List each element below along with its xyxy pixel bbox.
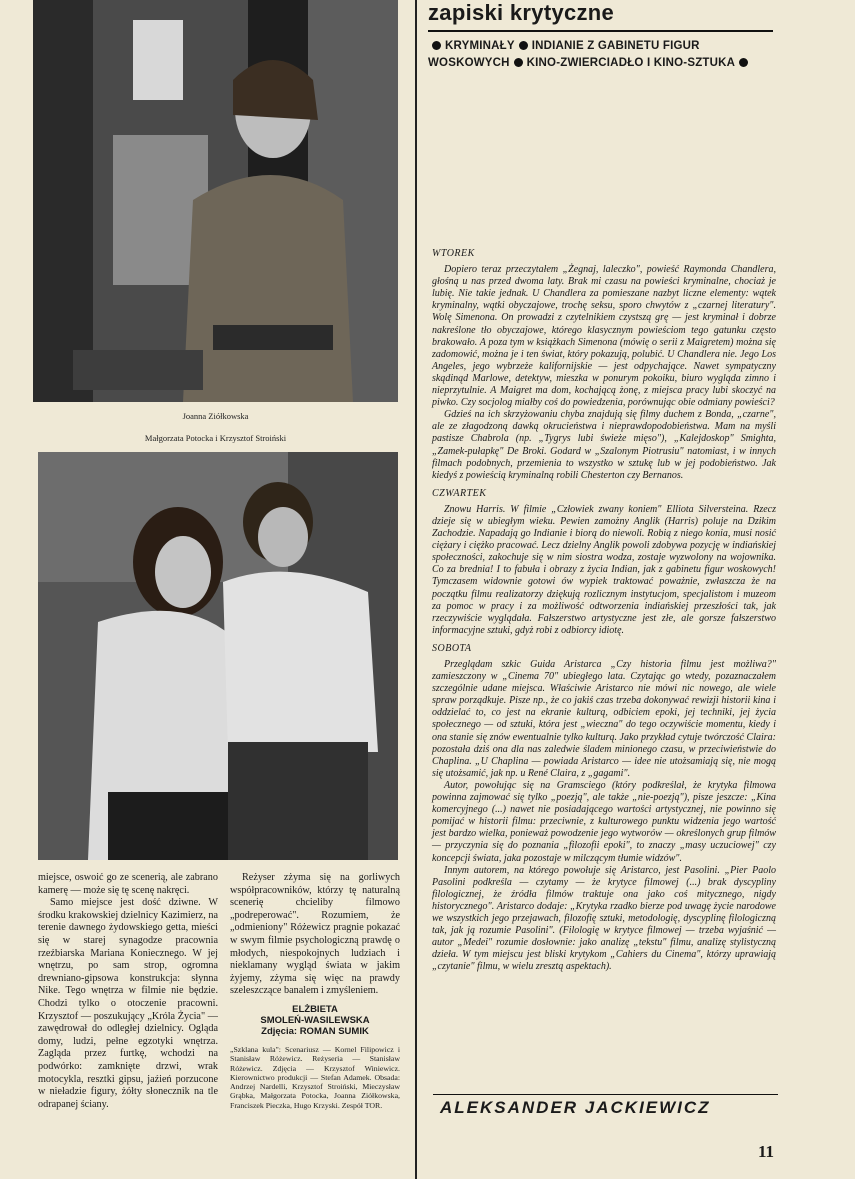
subtitle-topic: KINO-ZWIERCIADŁO I KINO-SZTUKA	[526, 57, 736, 69]
paragraph: Samo miejsce jest dość dziwne. W środku krakowskiej dzielnicy Kazimierz, na terenie dawnego żydowskiego getta, mieści się w starej synagodze pracownia rzeźbiarska Mariana Koniecznego. W jej wnętrzu, po sam strop, ogromna drewniano-gipsowa konstrukcja: słynna Nike. Tego wnętrza w filmie nie będzie. Chodzi tylko o otoczenie pracowni. Krzysztof — poszukujący „Króla Życia" — zawędrował do odległej dzielnicy. Ogląda domy, ludzi, pełne egzotyki wnętrza. Zagląda przez furtkę, wchodzi na podwórko: zamknięte drzwi, wrak motocykla, resztki gipsu, jaźień porzucone w nieładzie figury, żółty słonecznik na tle odrapanej ściany.	[38, 897, 218, 1110]
photo-couple	[38, 452, 398, 860]
paragraph: Autor, powołując się na Gramsciego (który podkreślał, że krytyka filmowa powinna zajmować się tylko „poezją", ale także „nie-poezją"), pisze jeszcze: „Kina komercyjnego (...) nawet nie posiadającego wartości artystycznej, nie powinno się pomijać w historii filmu: przeciwnie, z kulturowego punktu widzenia jego wartość jest bardzo wielka, ponieważ powodzenie jego wytworów — określonych grup filmów — przyczynia się do poznania „filozofii epoki", to znaczy „masy uczuciowej" czy koncepcji świata, jaka pozostaje w milczącym tłumie widzów".	[432, 779, 776, 864]
bullet-dot-icon	[739, 58, 748, 67]
photo-woman-telephone	[33, 0, 398, 402]
paragraph: Innym autorem, na którego powołuje się Aristarco, jest Pasolini. „Pier Paolo Pasolini podkreśla — czytamy — że krytyce filmowej (...) brak dyscypliny filologicznej, że źródła filmów traktuje ona jako coś mitycznego, nigdy historycznego". Aristarco dodaje: „Krytyka rzadko bierze pod uwagę życie narodowe we wszystkich jego przejawach, filozofię sztuki, metodologię, dyscyplinę filologiczną tak, jak ją rozumie Pasolini". (Filologię w krytyce filmowej — trzeba wyjaśnić — autor „Medei" rozumie dosłownie: jako analizę „tekstu" filmu, analizę stylistyczną dzieła. W tym miejscu jest bliski krytykom „Cahiers du Cinema", którzy uprawiają „czytanie" filmu, w wielu zresztą aspektach).	[432, 864, 776, 973]
article-column-left-1	[38, 872, 218, 1111]
film-credits: „Szklana kula": Scenariusz — Kornel Filipowicz i Stanisław Różewicz. Reżyseria — Stanisław Różewicz. Zdjęcia — Krzysztof Winiewicz. Kierownictwo produkcji — Stefan Adamek. Obsada: Andrzej Nardelli, Krzysztof Stroiński, Mieczysław Grąbka, Małgorzata Potocka, Joanna Ziółkowska, Franciszek Pieczka, Hugo Krzyski. Zespół TOR.	[230, 1044, 400, 1110]
bullet-dot-icon	[432, 41, 441, 50]
day-heading: SOBOTA	[432, 642, 472, 654]
article-column-left-2	[230, 872, 400, 1110]
page-number: 11	[758, 1142, 775, 1161]
photo-caption: Joanna Ziółkowska	[182, 411, 249, 421]
column-divider	[415, 0, 417, 1179]
paragraph: Dopiero teraz przeczytałem „Żegnaj, laleczko", powieść Raymonda Chandlera, głośną u nas przed dwoma laty. Brak mi czasu na powieści kryminalne, chociaż je lubię. Nie takie jednak. U Chandlera za pomieszane nazbyt liczne elementy: wątek kryminalny, wątki obyczajowe, trochę seksu, sporo chwytów z „czarnej literatury". Wolę Simenona. On prowadzi z czytelnikiem czystszą grę — jest kryminał i dobrze nakreślone tło obyczajowe, którego klasycznym powieściom tego gatunku często brakowało. A poza tym w książkach Simenona (mówię o serii z Maigretem) można się zadomowić, można je i ten świat, który pokazują, polubić. U Chandlera nie. Jego Los Angeles, jego wybrzeże kalifornijskie — jest odpychające. Nawet sympatyczny skądinąd Marlowe, detektyw, mieszka w ponurym pokoiku, biuro wygląda zimno i nieprzytulnie. A Maigret ma dom, kochającą żonę, z miejsca pracy lubi skoczyć na piwko. Czy socjolog miałby coś do powiedzenia, porównując obie odmiany powieści?	[432, 264, 776, 409]
section-subtitle	[428, 38, 778, 72]
day-heading: WTOREK	[432, 248, 475, 259]
paragraph: Znowu Harris. W filmie „Człowiek zwany koniem" Elliota Silversteina. Rzecz dzieje się w ubiegłym wieku. Pewien zamożny Anglik (Harris) poluje na Dzikim Zachodzie. Napadają go Indianie i biorą do niewoli. Robią z niego konia, musi nosić ciężary i ciężko pracować. Lecz dzielny Anglik powoli zdobywa pozycję w indiańskiej społeczności, zakochuje się w nim siostra wodza, zostaje wyzwolony na wojownika. Co za brednia! I to fabuła i obrazy z życia Indian, jak z gabinetu figur woskowych! Tymczasem widownie gotowi ów wypiek traktować poważnie, zwłaszcza że na początku filmu realizatorzy dziękują rozlicznym instytucjom, specjalistom i muzeom za pomoc w pracy i za możliwość odtworzenia indiańskiej przeszłości tak, jak rzeczywiście wyglądała. Fałszerstwo artystyczne jest złe, ale gorsze fałszerstwo informacyjne sztuki, gdyż robi z odbiorcy idiotę.	[432, 503, 776, 636]
section-title: zapiski krytyczne	[428, 0, 615, 25]
bullet-dot-icon	[519, 41, 528, 50]
subtitle-topic: KRYMINAŁY	[445, 40, 515, 52]
title-rule	[428, 30, 773, 32]
paragraph: Przeglądam szkic Guida Aristarca „Czy historia filmu jest możliwa?" zamieszczony w „Cinema 70" ubiegłego lata. Czytając go wtedy, pozaznaczałem szczególnie udane miejsca. Właściwie Aristarco nie mówi nic nowego, ale wiele spraw porządkuje. Pisze np., że co jakiś czas trzeba dokonywać rewizji historii kina i oddzielać to, co jest na ekranie kulturą, odbiciem epoki, jej techniki, jej życia społecznego — od sztuki, która jest „wieczna" do tego oczywiście momentu, kiedy i ona stanie się znów ewentualnie tylko kulturą. Jako przykład cytuje twórczość Claira: pozostała dziś ona dla nas zaledwie śladem minionego czasu, w przeciwieństwie do Chaplina. „U Chaplina — powiada Aristarco — idee nie utożsamiają się, nie mogą się utożsamić, jak np. u René Claira, z „gagami".	[432, 659, 776, 779]
author-name: ALEKSANDER JACKIEWICZ	[440, 1098, 711, 1117]
byline-name-line2: SMOLEŃ-WASILEWSKA	[260, 1014, 370, 1026]
paragraph: Reżyser zżyma się na gorliwych współpracowników, którzy tę naturalną scenerię chcieliby filmowo „podreperować". Rozumiem, że „odmieniony" Różewicz pragnie pokazać w swym filmie psychologiczną prawdę o młodych, niespokojnych ludziach i nieklamany wygląd świata w jakim żyjemy, zżyma się więc na prawdy szeleszczące banalem i zmyśleniem.	[230, 872, 400, 997]
author-rule	[433, 1094, 778, 1095]
byline-name-line1: ELŻBIETA	[292, 1003, 338, 1015]
subtitle-topic: INDIANIE Z GABINETU FIGUR WOSKOWYCH	[428, 40, 700, 69]
article-column-right	[432, 248, 776, 973]
paragraph: Gdzieś na ich skrzyżowaniu chyba znajdują się filmy duchem z Bonda, „czarne", ale ze złagodzoną dawką okrucieństwa i nieprawdopodobieństwa. Mam na myśli pastisze Chabrola (np. „Tygrys lubi świeże mięso"), „Kalejdoskop" Smighta, „Zamek-pułapkę" De Broki. Godard w „Szalonym Piotrusiu" natomiast, i w innych filmach podobnych, przemienia to wszystko w sztukę lub w jej podobieństwo. Jak kiedyś z powieścią kryminalną robili Chesterton czy Bernanos.	[432, 409, 776, 481]
byline	[230, 1004, 400, 1037]
day-heading: CZWARTEK	[432, 487, 487, 499]
bullet-dot-icon	[514, 58, 523, 67]
photo-caption: Małgorzata Potocka i Krzysztof Stroiński	[144, 433, 287, 443]
paragraph: miejsce, oswoić go ze scenerią, ale zabrano kamerę — może się tę scenę nakręci.	[38, 872, 218, 896]
photo-credit: Zdjęcia: ROMAN SUMIK	[261, 1025, 369, 1037]
